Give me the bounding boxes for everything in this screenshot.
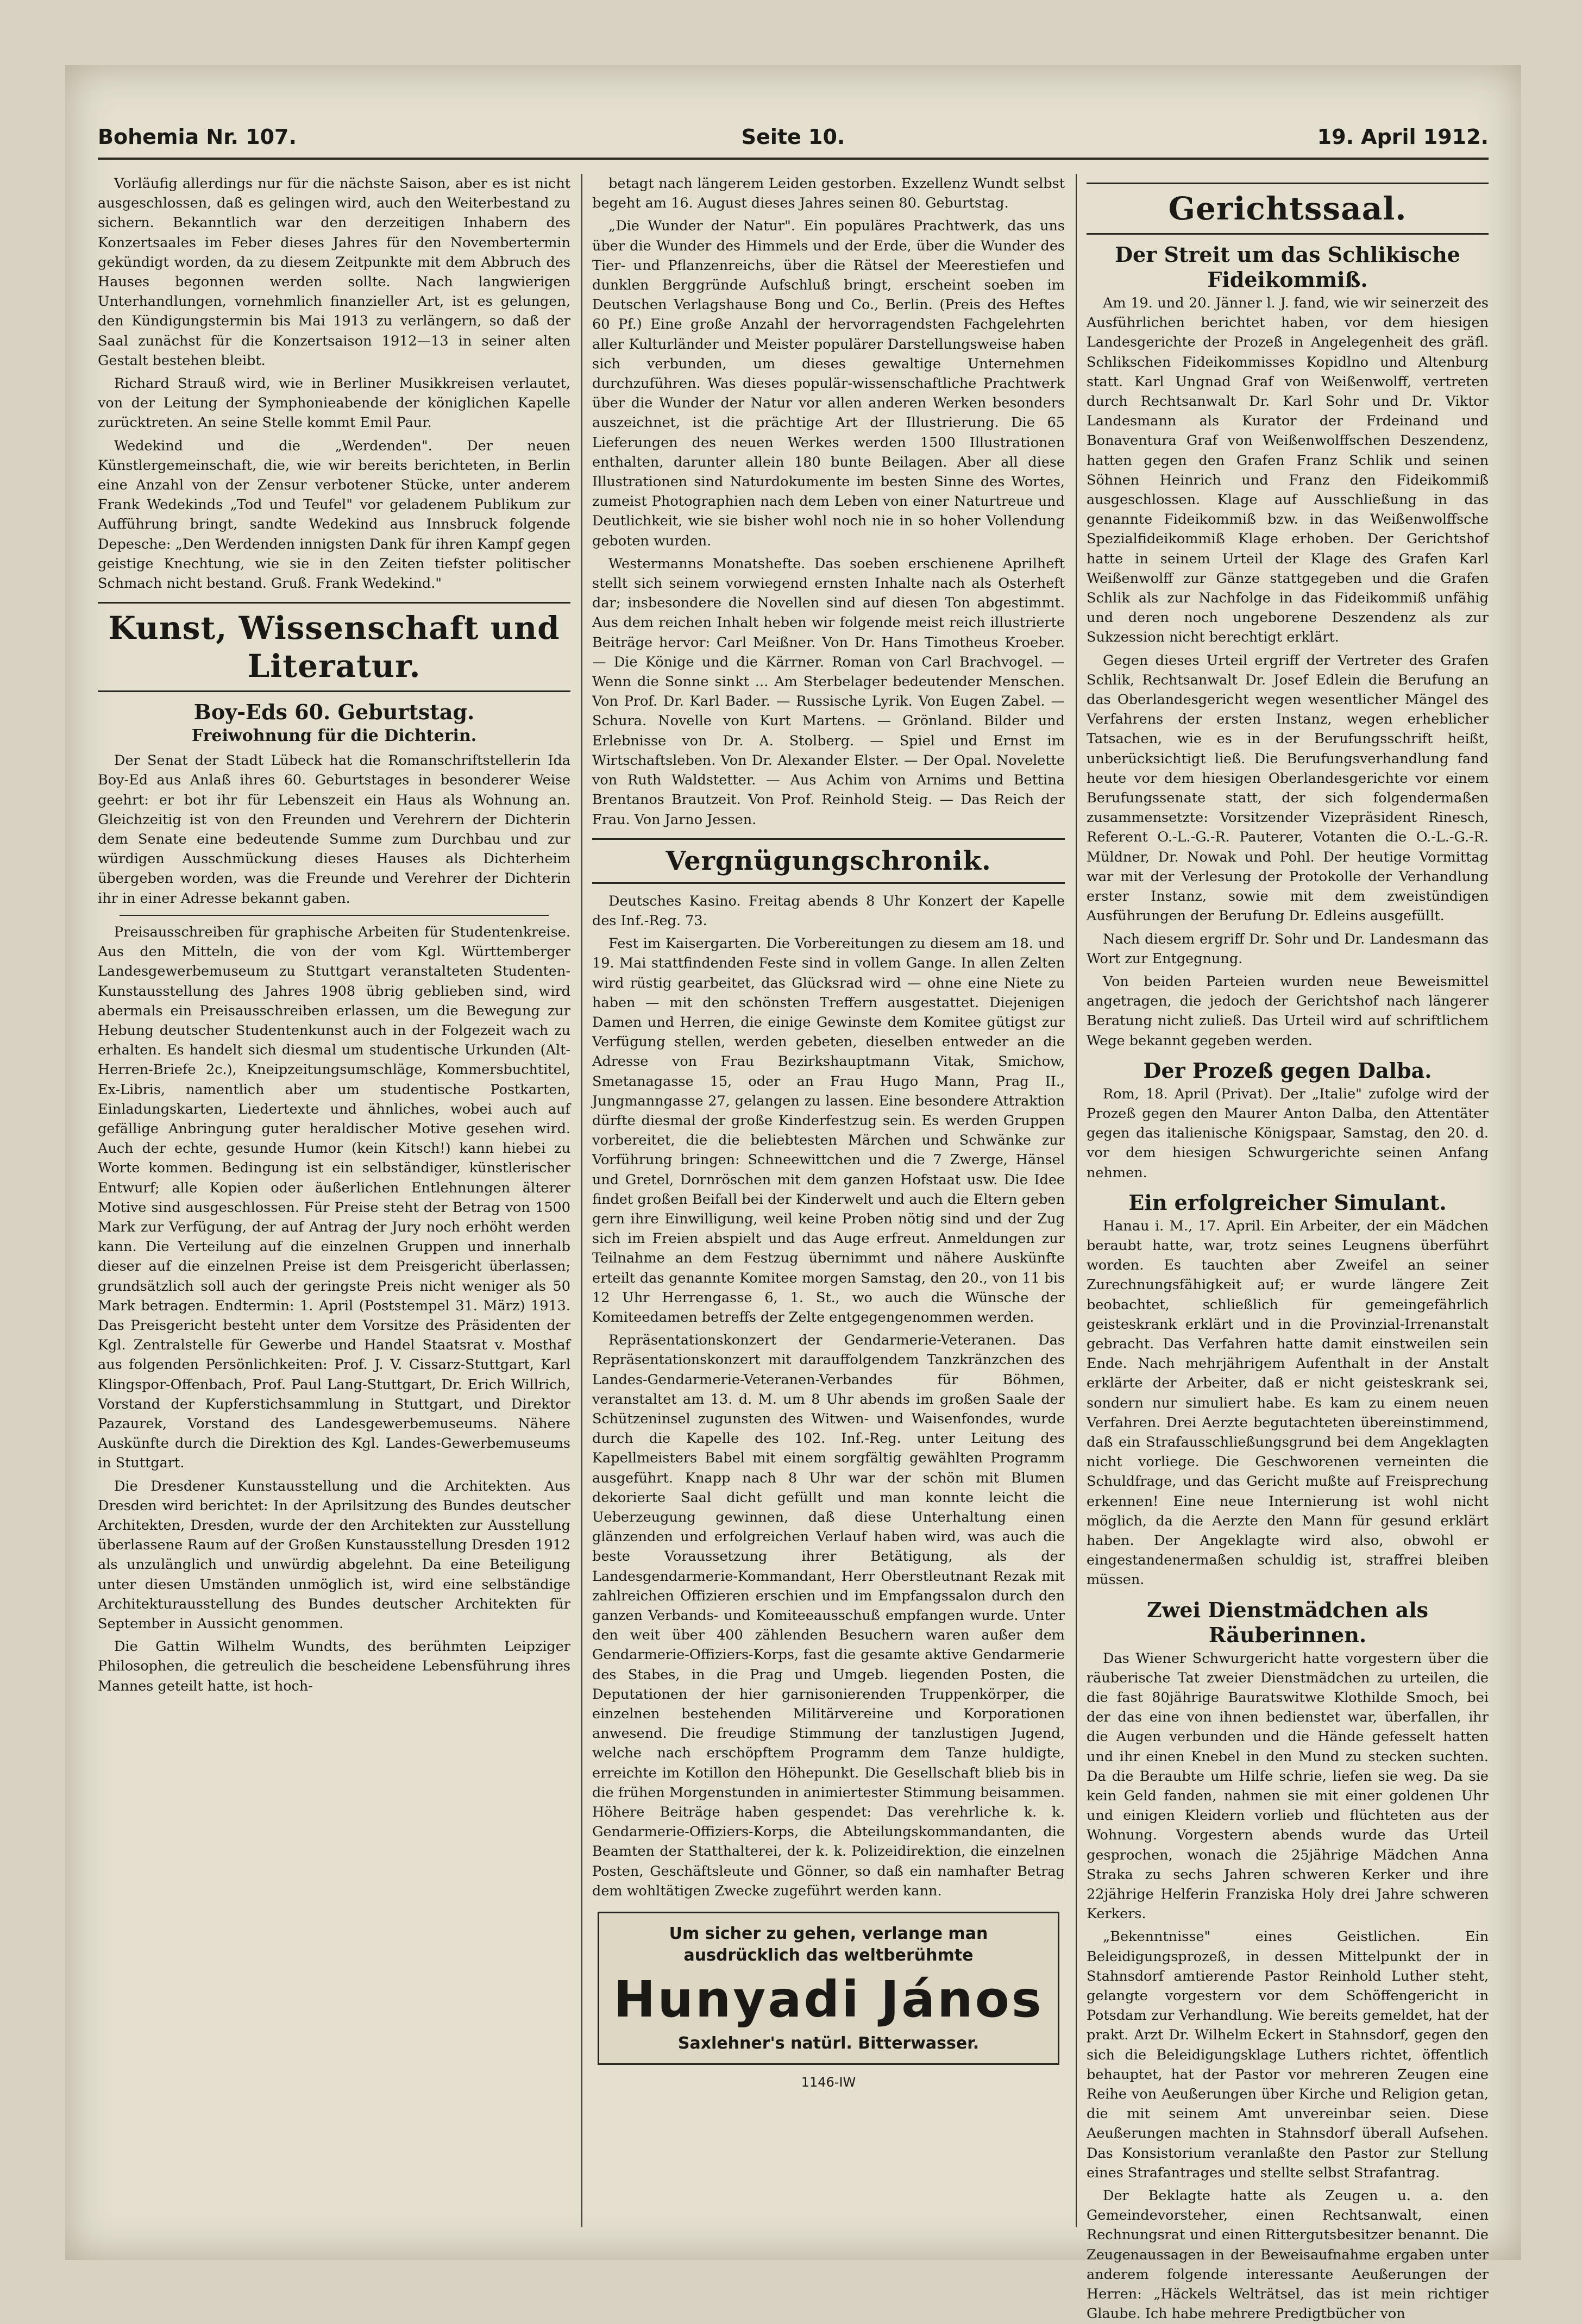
article-schlik-2: Gegen dieses Urteil ergriff der Vertreter des Grafen Schlik, Rechtsanwalt Dr. Josef Edlein die Berufung an das Oberlandesgericht wegen wesentlicher Mängel des Verfahrens der ersten Instanz, wegen erheblicher Tatsachen, wie es in der Berufungsschrift heißt, unberücksichtigt ließ. Die Berufungsverhandlung fand heute vor dem hiesigen Oberlandesgerichte vor einem Berufungssenate statt, der sich folgendermaßen zusammensetzte: Vorsitzender Vizepräsident Rinesch, Referent O.-L.-G.-R. Pauterer, Votanten die O.-L.-G.-R. Müldner, Dr. Nowak und Pohl. Der heutige Vormittag war mit der Verlesung der Protokolle der Verhandlung erster Instanz, sowie mit dem zweistündigen Ausführungen der Berufung Dr. Edleins ausgefüllt. <box>1087 652 1489 925</box>
column-left <box>98 174 570 2238</box>
page-header <box>98 120 1489 158</box>
article-dienstmaedchen: Das Wiener Schwurgericht hatte vorgestern über die räuberische Tat zweier Dienstmädchen zu urteilen, die die fast 80jährige Bauratswitwe Klothilde Smoch, bei der das eine von ihnen bedienstet war, überfallen, ihr die Augen verbunden und die Hände gefesselt hatten und ihr einen Knebel in den Mund zu stecken suchten. Da die Beraubte um Hilfe schrie, liefen sie weg. Da sie kein Geld fanden, nahmen sie mit einer goldenen Uhr und einigen Kleidern vorlieb und flüchteten aus der Wohnung. Vorgestern abends wurde das Urteil gesprochen, wonach die 25jährige Mädchen Anna Straka zu sechs Jahren schweren Kerker und ihre 22jährige Helferin Franziska Holy drei Jahre schweren Kerkers. <box>1087 1650 1489 1923</box>
header-rule <box>98 158 1489 160</box>
article-wedekind: Wedekind und die „Werdenden". Der neuen Künstlergemeinschaft, die, wie wir bereits berichteten, in Berlin eine Anzahl von der Zensur verbotener Stücke, unter anderem Frank Wedekinds „Tod und Teufel" vor geladenem Publikum zur Aufführung bringt, sandte Wedekind aus Innsbruck folgende Depesche: „Den Werdenden innigsten Dank für ihren Kampf gegen geistige Knechtung, wie sie in den Zeiten tiefster politischer Schmach nicht bestand. Gruß. Frank Wedekind." <box>98 437 570 592</box>
headline-schlik: Der Streit um das Schlikische Fideikommiß. <box>1115 242 1460 292</box>
article-wundt-gattin: Die Gattin Wilhelm Wundts, des berühmten Leipziger Philosophen, die getreulich die bescheidene Lebensführung ihres Mannes geteilt hatte, ist hoch- <box>98 1638 570 1694</box>
header-date: 19. April 1912. <box>1317 125 1489 149</box>
article-schlik-3: Nach diesem ergriff Dr. Sohr und Dr. Landesmann das Wort zur Entgegnung. <box>1087 931 1489 967</box>
article-schlik-1: Am 19. und 20. Jänner l. J. fand, wie wir seinerzeit des Ausführlichen berichtet haben, vor dem hiesigen Landesgerichte der Prozeß in Angelegenheit des gräfl. Schlikschen Fideikommisses Kopidlno und Altenburg statt. Karl Ungnad Graf von Weißenwolff, vertreten durch Rechtsanwalt Dr. Karl Sohr und Dr. Viktor Landesmann als Kurator der Frdeinand und Bonaventura Graf von Weißenwolffschen Deszendenz, hatten gegen den Grafen Franz Schlik und seinen Söhnen Heinrich und Franz den Fideikommiß ausgeschlossen. Klage auf Ausschließung in das genannte Fideikommiß bzw. in das Weißenwolffsche Spezialfideikommiß Klage erhoben. Der Gerichtshof hatte in seinem Urteil der Klage des Grafen Karl Weißenwolff zur Gänze stattgegeben und die Grafen Schlik als zur Nachfolge in das Fideikommiß unfähig und deren noch ungeborene Deszendenz als zur Sukzession nicht berechtigt erklärt. <box>1087 295 1489 646</box>
article-divider <box>120 915 549 916</box>
column-divider <box>1076 174 1077 2227</box>
article-boyed: Der Senat der Stadt Lübeck hat die Romanschriftstellerin Ida Boy-Ed aus Anlaß ihres 60. Geburtstages in besonderer Weise geehrt: er bot ihr für Lebenszeit ein Haus als Wohnung an. Gleichzeitig ist von den Freunden und Verehrern der Dichterin dem Senate eine bedeutende Summe zum Durchbau und zur würdigen Ausschmückung dieses Hauses als Dichterheim übergeben worden, was die Freunde und Verehrer der Dichterin ihr in einer Adresse bekannt gaben. <box>98 752 570 907</box>
column-middle <box>592 174 1065 2238</box>
section-kunst-heading: Kunst, Wissenschaft und Literatur. <box>98 602 570 692</box>
ad-brand: Hunyadi János <box>613 1970 1044 2029</box>
column-divider <box>581 174 582 2227</box>
article-bekenntnisse: „Bekenntnisse" eines Geistlichen. Ein Beleidigungsprozeß, in dessen Mittelpunkt der in Stahnsdorf amtierende Pastor Reinhold Luther steht, gelangte vorgestern vor dem Schöffengericht in Potsdam zur Verhandlung. Wie bereits gemeldet, hat der prakt. Arzt Dr. Wilhelm Eckert in Stahnsdorf, gegen den sich die Beleidigungsklage Luthers richtet, öffentlich behauptet, hat der Pastor vor mehreren Zeugen eine Reihe von Aeußerungen über Kirche und Religion getan, die mit seinem Amt unvereinbar seien. Diese Aeußerungen machten in Stahnsdorf überall Aufsehen. Das Konsistorium veranlaßte den Pastor zur Stellung eines Strafantrages und stellte selbst Strafantrag. <box>1087 1929 1489 2181</box>
header-page-number: Seite 10. <box>741 125 845 149</box>
article-wundt-continued: betagt nach längerem Leiden gestorben. Exzellenz Wundt selbst begeht am 16. August dieses Jahres seinen 80. Geburtstag. <box>592 175 1065 212</box>
article-dalba: Rom, 18. April (Privat). Der „Italie" zufolge wird der Prozeß gegen den Maurer Anton Dalba, den Attentäter gegen das italienische Königspaar, Samstag, den 20. d. vor dem hiesigen Schwurgerichte seinen Anfang nehmen. <box>1087 1085 1489 1181</box>
article-konzertsaal: Vorläufig allerdings nur für die nächste Saison, aber es ist nicht ausgeschlossen, daß es gelingen wird, auch den Weiterbestand zu sichern. Bekanntlich war den derzeitigen Inhabern des Konzertsaales im Feber dieses Jahres für den Novembertermin gekündigt worden, da zu diesem Zeitpunkte mit dem Abbruch des Hauses begonnen werden sollte. Nach langwierigen Unterhandlungen, vornehmlich finanzieller Art, ist es gelungen, den Kündigungstermin bis Mai 1913 zu verlängern, so daß der Saal zunächst für die Konzertsaison 1912—13 in seiner alten Gestalt bestehen bleibt. <box>98 175 570 369</box>
advertisement-hunyadi <box>598 1912 1059 2065</box>
column-right <box>1087 174 1489 2322</box>
ad-line-3: Saxlehner's natürl. Bitterwasser. <box>677 2034 980 2053</box>
article-deutsches-kasino: Deutsches Kasino. Freitag abends 8 Uhr Konzert der Kapelle des Inf.-Reg. 73. <box>592 893 1065 929</box>
ad-line-2: ausdrücklich das weltberühmte <box>683 1946 974 1965</box>
newspaper-page <box>65 65 1521 2322</box>
article-schlik-4: Von beiden Parteien wurden neue Beweismittel angetragen, die jedoch der Gerichtshof nach längerer Beratung nicht zuließ. Das Urteil wird auf schriftlichem Wege bekannt gegeben werden. <box>1087 973 1489 1049</box>
article-strauss: Richard Strauß wird, wie in Berliner Musikkreisen verlautet, von der Leitung der Symphonieabende der königlichen Kapelle zurücktreten. An seine Stelle kommt Emil Paur. <box>98 375 570 431</box>
section-vergnuegung-heading: Vergnügungschronik. <box>592 838 1065 884</box>
ad-line-1: Um sicher zu gehen, verlange man <box>669 1924 988 1944</box>
article-gendarmerie-konzert: Repräsentationskonzert der Gendarmerie-Veteranen. Das Repräsentationskonzert mit darauffolgendem Tanzkränzchen des Landes-Gendarmerie-Veteranen-Verbandes für Böhmen, veranstaltet am 13. d. M. um 8 Uhr abends im großen Saale der Schützeninsel zugunsten des Witwen- und Waisenfondes, wurde durch die Kapelle des 102. Inf.-Reg. unter Leitung des Kapellmeisters Babel mit einem sorgfältig gewählten Programm ausgeführt. Knapp nach 8 Uhr war der schön mit Blumen dekorierte Saal dicht gefüllt und man konnte leicht die Ueberzeugung gewinnen, daß diese Unterhaltung einen glänzenden und erfolgreichen Verlauf haben wird, was auch die beste Voraussetzung ihrer Betätigung, als der Landesgendarmerie-Kommandant, Herr Oberstleutnant Rezak mit zahlreichen Offizieren erschien und im Empfangssalon durch den ganzen Verbands- und Komiteeausschuß empfangen wurde. Unter den weit über 400 zählenden Besuchern waren außer dem Gendarmerie-Offiziers-Korps, fast die gesamte aktive Gendarmerie des Stabes, in die Prag und Umgeb. liegenden Posten, die Deputationen der hier garnisonierenden Truppenkörper, die einzelnen bestehenden Militärvereine und Korporationen anwesend. Die freudige Stimmung der tanzlustigen Jugend, welche nach erschöpftem Programm dem Tanze huldigte, erreichte im Kotillon den Höhepunkt. Die Gesellschaft blieb bis in die frühen Morgenstunden in animiertester Stimmung beisammen. Höhere Beiträge haben gespendet: Das verehrliche k. k. Gendarmerie-Offiziers-Korps, die Abteilungskommandanten, die Beamten der Statthalterei, der k. k. Polizeidirektion, die einzelnen Posten, Geschäftsleute und Gönner, so daß ein namhafter Betrag dem wohltätigen Zwecke zugeführt werden kann. <box>592 1332 1065 1899</box>
article-westermanns: Westermanns Monatshefte. Das soeben erschienene Aprilheft stellt sich seinem vorwiegend ernsten Inhalte nach als Osterheft dar; insbesondere die Novellen sind auf diesen Ton abgestimmt. Aus dem reichen Inhalt heben wir folgende meist reich illustrierte Beiträge hervor: Carl Meißner. Von Dr. Hans Timotheus Kroeber. — Die Könige und die Kärrner. Roman von Carl Brachvogel. — Wenn die Sonne sinkt ... Am Sterbelager bedeutender Menschen. Von Prof. Dr. Karl Bader. — Russische Lyrik. Von Eugen Zabel. — Schura. Novelle von Kurt Martens. — Grönland. Bilder und Erlebnisse von Dr. A. Stolberg. — Spiel und Ernst im Wirtschaftsleben. Von Dr. Alexander Elster. — Der Opal. Novelette von Ruth Waldstetter. — Aus Achim von Arnims und Bettina Brentanos Brautzeit. Von Prof. Reinhold Steig. — Das Reich der Frau. Von Jarno Jessen. <box>592 555 1065 828</box>
headline-simulant: Ein erfolgreicher Simulant. <box>1128 1190 1447 1215</box>
article-kaisergarten-fest: Fest im Kaisergarten. Die Vorbereitungen zu diesem am 18. und 19. Mai stattfindenden Feste sind in vollem Gange. In allen Zelten wird rüstig gearbeitet, das Glücksrad wird — ohne eine Niete zu haben — mit den schönsten Treffern ausgestattet. Diejenigen Damen und Herren, die einige Gewinste dem Komitee gütigst zur Verfügung stellen, werden gebeten, dieselben entweder an die Adresse von Frau Bezirkshauptmann Vitak, Smichow, Smetanagasse 15, oder an Frau Hugo Mann, Prag II., Jungmanngasse 27, gelangen zu lassen. Eine besondere Attraktion dürfte diesmal der große Kinderfestzug sein. Es werden Gruppen vorbereitet, die die beliebtesten Märchen und Schwänke zur Vorführung bringen: Schneewittchen und die 7 Zwerge, Hänsel und Gretel, Dornröschen mit dem ganzen Hofstaat usw. Die Idee findet großen Beifall bei der Kinderwelt und auch die Eltern geben gern ihre Einwilligung, weil keine Proben nötig sind und der Zug sich im Freien abspielt und das Auge erfreut. Anmeldungen zur Teilnahme an dem Festzug übernimmt und nähere Auskünfte erteilt das genannte Komitee morgen Samstag, den 20., von 11 bis 12 Uhr Herrengasse 6, 1. St., wo auch die Wünsche der Komiteedamen betreffs der Zelte entgegengenommen werden. <box>592 935 1065 1326</box>
header-issue: Bohemia Nr. 107. <box>98 125 297 149</box>
ad-code: 1146-IW <box>801 2075 856 2090</box>
article-preisausschreiben: Preisausschreiben für graphische Arbeiten für Studentenkreise. Aus den Mitteln, die von der vom Kgl. Württemberger Landesgewerbemuseum zu Stuttgart veranstalteten Studenten-Kunstausstellung des Jahres 1908 übrig geblieben sind, wird abermals ein Preisausschreiben erlassen, um die Bewegung zur Hebung deutscher Studentenkunst auch in der Folgezeit wach zu erhalten. Es handelt sich diesmal um studentische Urkunden (Alt-Herren-Briefe 2c.), Kneipzeitungsumschläge, Kommersbuchtitel, Ex-Libris, namentlich aber um studentische Postkarten, Einladungskarten, Liedertexte und ähnliches, wobei auch auf gefällige Anbringung guter heraldischer Motive gesehen wird. Auch der echte, gesunde Humor (kein Kitsch!) kann hiebei zu Worte kommen. Bedingung ist ein selbständiger, künstlerischer Entwurf; alle Kopien oder äußerlichen Entlehnungen älterer Motive sind ausgeschlossen. Für Preise steht der Betrag von 1500 Mark zur Verfügung, der auf Antrag der Jury noch erhöht werden kann. Die Verteilung auf die einzelnen Gruppen und innerhalb dieser auf die einzelnen Preise ist dem Preisgericht überlassen; grundsätzlich soll auch der geringste Preis nicht weniger als 50 Mark betragen. Endtermin: 1. April (Poststempel 31. März) 1913. Das Preisgericht besteht unter dem Vorsitze des Präsidenten der Kgl. Zentralstelle für Gewerbe und Handel Staatsrat v. Mosthaf aus folgenden Persönlichkeiten: Prof. J. V. Cissarz-Stuttgart, Karl Klingspor-Offenbach, Prof. Paul Lang-Stuttgart, Dr. Erich Willrich, Vorstand der Kupferstichsammlung in Stuttgart, und Direktor Pazaurek, Vorstand des Landesgewerbemuseums. Nähere Auskünfte durch die Direktion des Kgl. Landes-Gewerbemuseums in Stuttgart. <box>98 924 570 1472</box>
headline-dalba: Der Prozeß gegen Dalba. <box>1143 1058 1432 1083</box>
article-dresdener-kunstausstellung: Die Dresdener Kunstausstellung und die Architekten. Aus Dresden wird berichtet: In der Aprilsitzung des Bundes deutscher Architekten, Dresden, wurde der den Architekten zur Ausstellung überlassene Raum auf der Großen Kunstausstellung Dresden 1912 als unzulänglich und unwürdig abgelehnt. Da eine Beteiligung unter diesen Umständen unmöglich ist, wird eine selbständige Architekturausstellung des Bundes deutscher Architekten für September in Aussicht genommen. <box>98 1478 570 1632</box>
section-gerichtssaal-heading: Gerichtssaal. <box>1087 183 1489 235</box>
headline-dienstmaedchen: Zwei Dienstmädchen als Räuberinnen. <box>1146 1597 1429 1647</box>
article-simulant: Hanau i. M., 17. April. Ein Arbeiter, der ein Mädchen beraubt hatte, war, trotz seines Leugnens überführt worden. Es tauchten aber Zweifel an seiner Zurechnungsfähigkeit auf; er wurde längere Zeit beobachtet, schließlich für gemeingefährlich geisteskrank erklärt und in die Provinzial-Irrenanstalt gebracht. Das Verfahren hatte damit einstweilen sein Ende. Nach mehrjährigem Aufenthalt in der Anstalt erklärte der Arbeiter, daß er nicht geisteskrank sei, sondern nur simuliert habe. Es kam zu einem neuen Verfahren. Drei Aerzte begutachteten übereinstimmend, daß ein Strafausschließungsgrund bei dem Angeklagten nicht vorliege. Die Geschworenen verneinten die Schuldfrage, und das Gericht mußte auf Freisprechung erkennen! Eine neue Internierung ist wohl nicht möglich, da die Aerzte den Mann für gesund erklärt haben. Der Angeklagte wird also, obwohl er eingestandenermaßen schuldig ist, straffrei bleiben müssen. <box>1087 1217 1489 1588</box>
article-wunder-der-natur: „Die Wunder der Natur". Ein populäres Prachtwerk, das uns über die Wunder des Himmels und der Erde, über die Wunder des Tier- und Pflanzenreichs, über die Rätsel der Meerestiefen und dunklen Berggründe Aufschluß bringt, erscheint soeben im Deutschen Verlagshause Bong und Co., Berlin. (Preis des Heftes 60 Pf.) Eine große Anzahl der hervorragendsten Fachgelehrten aller Kulturländer und Meister populärer Darstellungsweise haben sich verbunden, um dieses gewaltige Unternehmen durchzuführen. Was dieses populär-wissenschaftliche Prachtwerk über die Wunder der Natur vor allen anderen Werken besonders auszeichnet, ist die prächtige Art der Illustrierung. Die 65 Lieferungen des neuen Werkes werden 1500 Illustrationen enthalten, darunter allein 180 bunte Beilagen. Aber all diese Illustrationen sind Naturdokumente im besten Sinne des Wortes, zumeist Photographien nach dem Leben von einer Naturtreue und Deutlichkeit, wie sie bisher wohl noch nie in so hoher Vollendung geboten wurden. <box>592 218 1065 549</box>
headline-boyed: Boy-Eds 60. Geburtstag. <box>193 700 475 725</box>
subheadline-boyed: Freiwohnung für die Dichterin. <box>191 726 477 746</box>
article-bekenntnisse-2: Der Beklagte hatte als Zeugen u. a. den Gemeindevorsteher, einen Rechtsanwalt, einen Rechnungsrat und einen Rittergutsbesitzer benannt. Die Zeugenaussagen in der Beweisaufnahme ergaben unter anderem folgende interessante Aeußerungen der Herren: „Häckels Welträtsel, das ist mein richtiger Glaube. Ich habe mehrere Predigtbücher von <box>1087 2188 1489 2322</box>
